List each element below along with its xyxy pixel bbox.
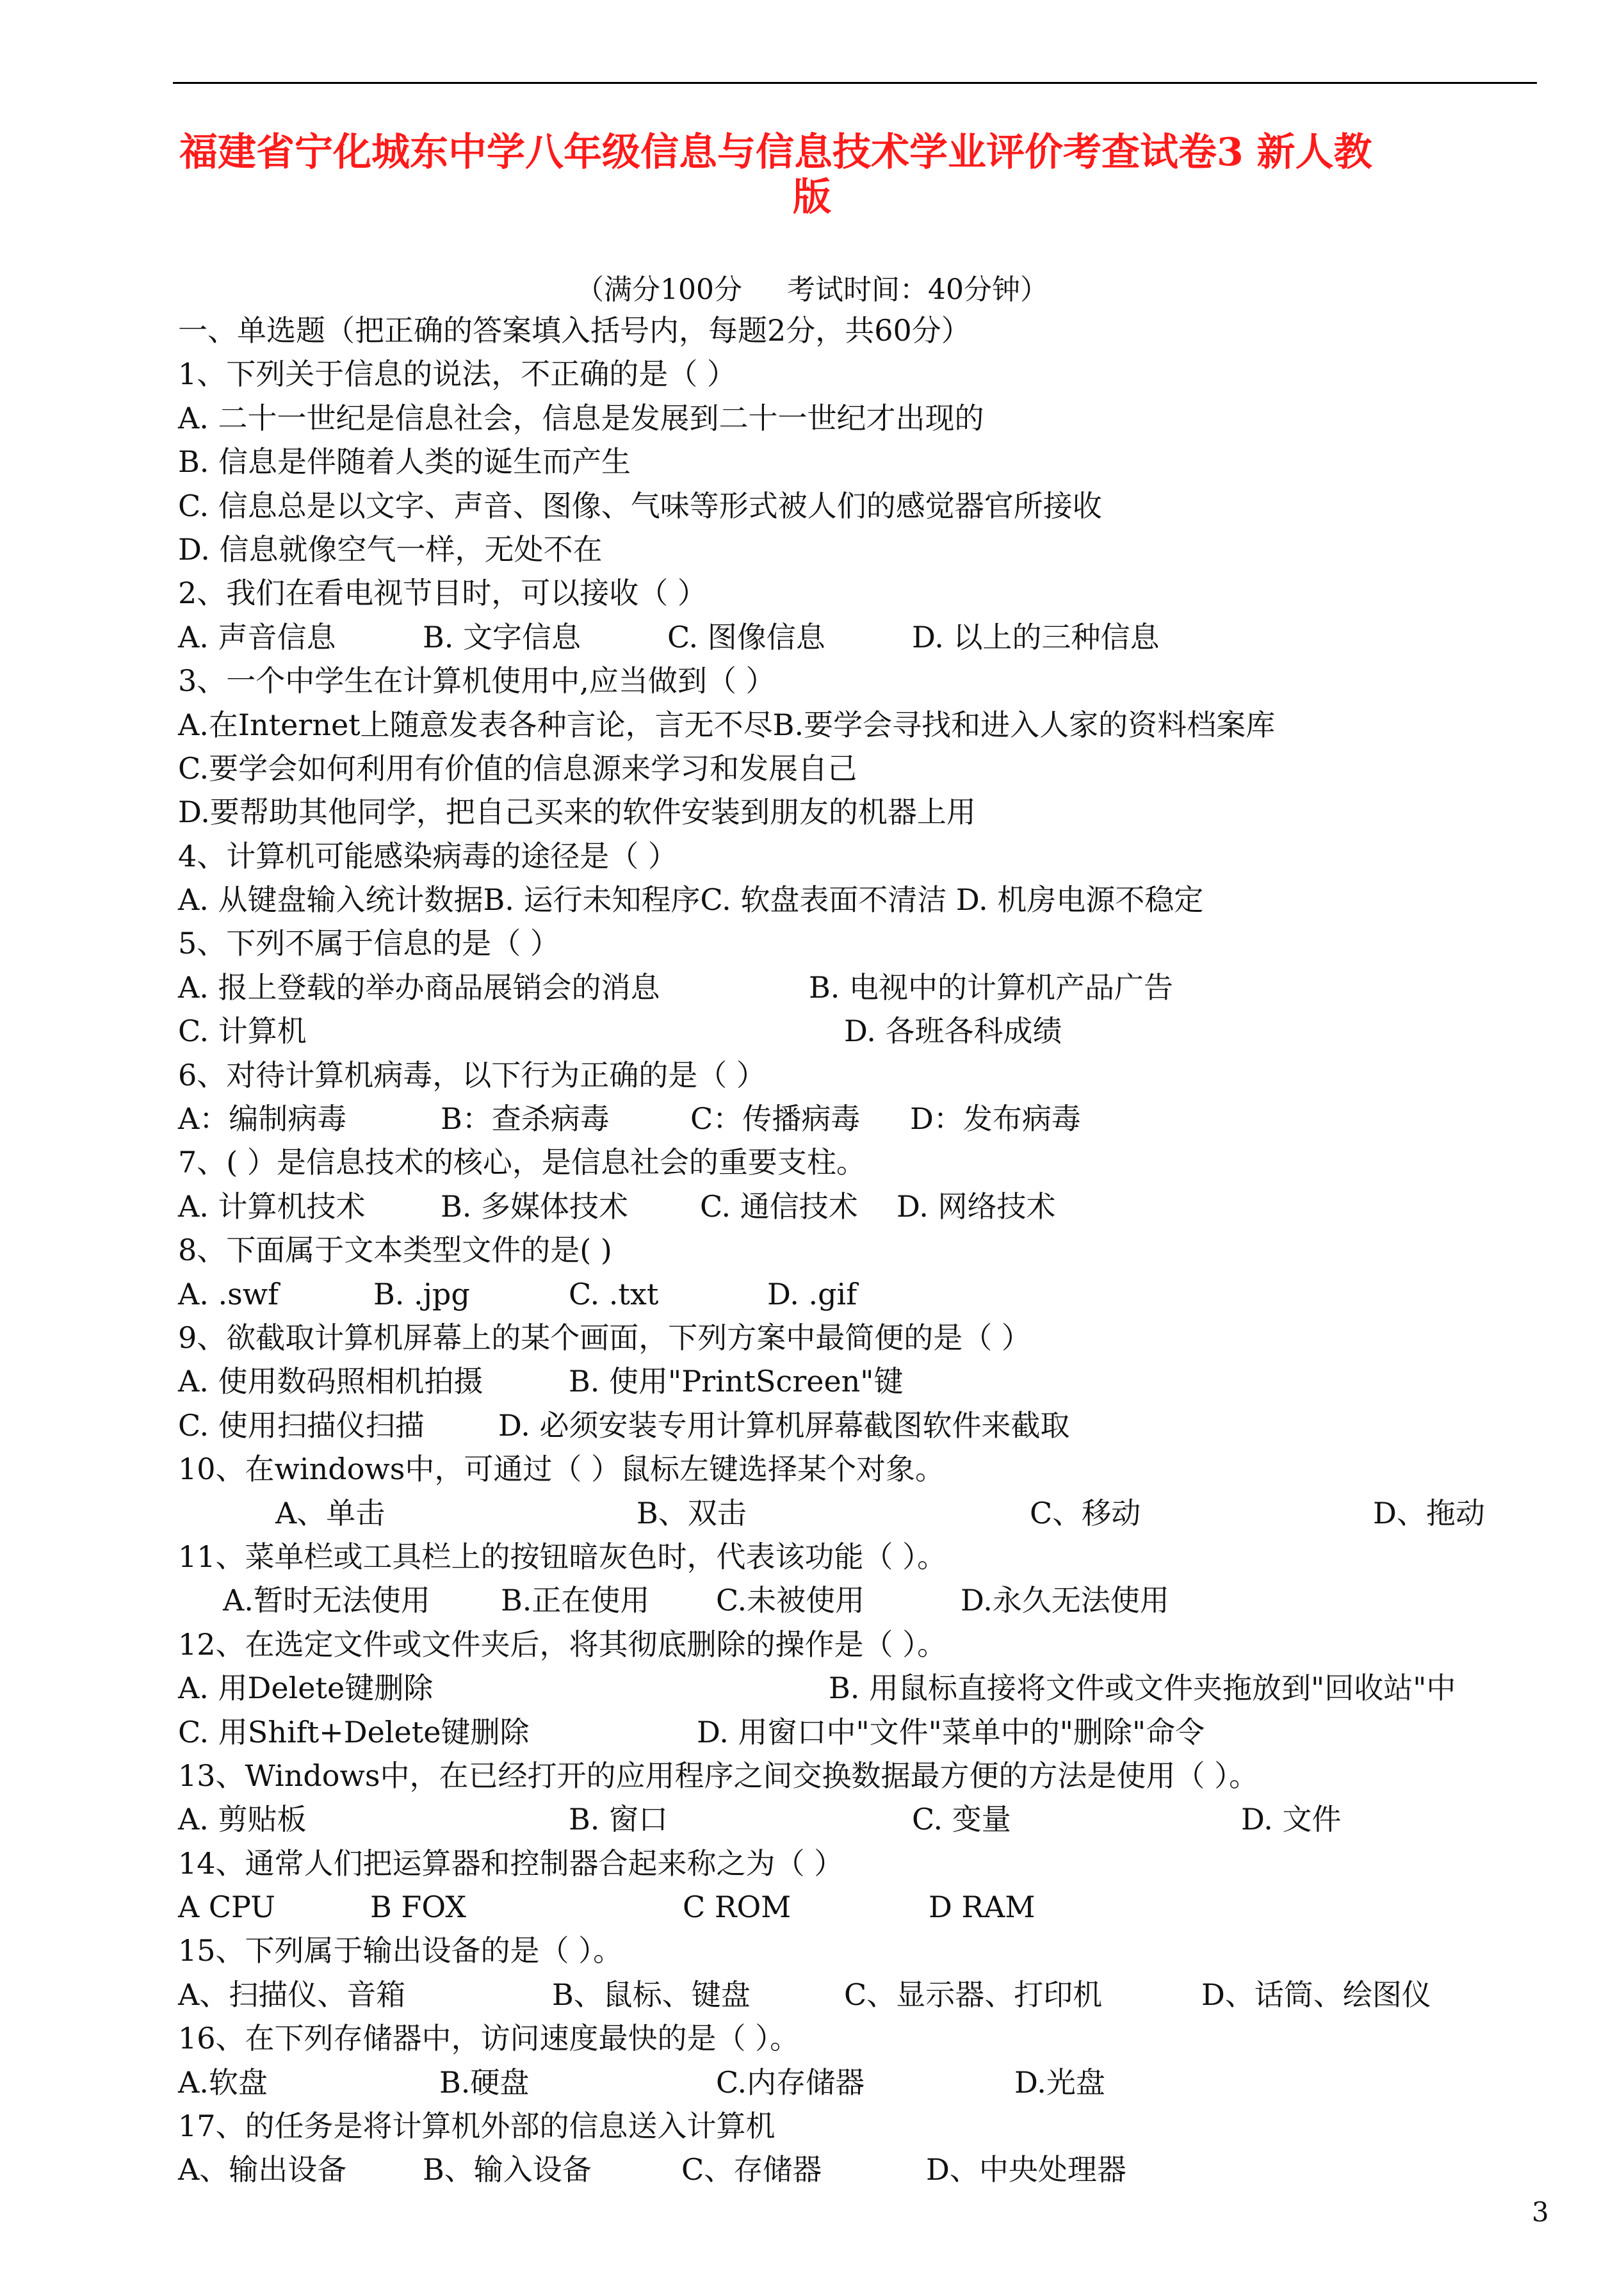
- exam-title-line-2: 版: [793, 175, 831, 220]
- line-text: 15、下列属于输出设备的是（ ）。: [178, 1933, 623, 1968]
- option-text: C. 用Shift+Delete键删除: [178, 1714, 530, 1749]
- text-line: [178, 1491, 1555, 1535]
- text-line: [178, 2148, 1555, 2191]
- option-text: C. 使用扫描仪扫描: [178, 1407, 425, 1443]
- question-list: [178, 309, 1555, 2192]
- option-text: C. 通信技术: [700, 1188, 858, 1224]
- text-line: [178, 396, 1555, 440]
- text-line: [178, 440, 1555, 483]
- option-text: C. 变量: [912, 1802, 1011, 1837]
- line-text: 3、一个中学生在计算机使用中,应当做到（ ）: [178, 663, 775, 699]
- text-line: [178, 1666, 1555, 1710]
- option-text: D.光盘: [1014, 2064, 1105, 2100]
- text-line: [178, 1578, 1555, 1622]
- exam-subtitle: （满分100分 考试时间：40分钟）: [576, 273, 1048, 306]
- line-text: 13、Windows中，在已经打开的应用程序之间交换数据最方便的方法是使用（ ）。: [178, 1758, 1259, 1793]
- option-text: D、中央处理器: [926, 2152, 1126, 2187]
- option-text: D. 各班各科成绩: [844, 1014, 1062, 1049]
- option-text: C. .txt: [569, 1276, 659, 1311]
- text-line: [178, 309, 1555, 352]
- line-text: 17、的任务是将计算机外部的信息送入计算机: [178, 2109, 775, 2144]
- text-line: [178, 921, 1555, 965]
- page-number: 3: [1532, 2196, 1549, 2228]
- option-text: C.内存储器: [716, 2064, 865, 2100]
- option-text: C、移动: [1030, 1495, 1141, 1530]
- option-text: A. 计算机技术: [178, 1188, 366, 1224]
- option-text: B：查杀病毒: [441, 1101, 610, 1137]
- option-text: D. 必须安装专用计算机屏幕截图软件来截取: [498, 1407, 1070, 1443]
- option-text: D、话筒、绘图仪: [1201, 1977, 1431, 2012]
- text-line: [178, 484, 1555, 528]
- line-text: 16、在下列存储器中，访问速度最快的是（ ）。: [178, 2021, 800, 2056]
- text-line: [178, 615, 1555, 659]
- option-text: C、显示器、打印机: [844, 1977, 1103, 2012]
- line-text: 12、在选定文件或文件夹后，将其彻底删除的操作是（ ）。: [178, 1626, 947, 1662]
- option-text: B. 多媒体技术: [441, 1188, 629, 1224]
- option-text: B. 窗口: [569, 1802, 669, 1837]
- option-text: B FOX: [370, 1890, 466, 1925]
- option-text: B.正在使用: [501, 1583, 650, 1618]
- option-text: D.永久无法使用: [961, 1583, 1169, 1618]
- option-text: A. 用Delete键删除: [178, 1671, 434, 1706]
- text-line: [178, 1535, 1555, 1578]
- option-text: C：传播病毒: [690, 1101, 861, 1137]
- line-text: D. 信息就像空气一样，无处不在: [178, 531, 603, 567]
- text-line: [178, 1097, 1555, 1140]
- option-text: A、单击: [275, 1495, 386, 1530]
- text-line: [178, 1710, 1555, 1754]
- option-text: B. .jpg: [373, 1276, 470, 1311]
- text-line: [178, 834, 1555, 878]
- text-line: [178, 1404, 1555, 1447]
- option-text: A. 使用数码照相机拍摄: [178, 1364, 483, 1399]
- option-text: A：编制病毒: [178, 1101, 347, 1137]
- text-line: [178, 1447, 1555, 1491]
- line-text: 7、( ）是信息技术的核心，是信息社会的重要支柱。: [178, 1145, 866, 1180]
- option-text: C. 图像信息: [667, 619, 825, 654]
- text-line: [178, 352, 1555, 396]
- option-text: A、输出设备: [178, 2152, 347, 2187]
- option-text: D、拖动: [1373, 1495, 1485, 1530]
- option-text: B. 文字信息: [423, 619, 581, 654]
- option-text: B、双击: [637, 1495, 747, 1530]
- text-line: [178, 1359, 1555, 1403]
- line-text: 4、计算机可能感染病毒的途径是（ ）: [178, 838, 678, 873]
- line-text: A. 从键盘输入统计数据B. 运行未知程序C. 软盘表面不清洁 D. 机房电源不稳定: [178, 882, 1204, 918]
- option-text: D. 文件: [1241, 1802, 1342, 1837]
- line-text: 9、欲截取计算机屏幕上的某个画面，下列方案中最简便的是（ ）: [178, 1320, 1031, 1355]
- line-text: 11、菜单栏或工具栏上的按钮暗灰色时，代表该功能（ ）。: [178, 1539, 947, 1574]
- option-text: C.未被使用: [716, 1583, 865, 1618]
- text-line: [178, 1272, 1555, 1316]
- option-text: A、扫描仪、音箱: [178, 1977, 406, 2012]
- line-text: 2、我们在看电视节目时，可以接收（ ）: [178, 576, 707, 611]
- line-text: 10、在windows中，可通过（ ）鼠标左键选择某个对象。: [178, 1452, 945, 1487]
- option-text: B. 用鼠标直接将文件或文件夹拖放到"回收站"中: [829, 1671, 1456, 1706]
- option-text: D. .gif: [767, 1276, 857, 1311]
- option-text: A. .swf: [178, 1276, 279, 1311]
- option-text: C、存储器: [681, 2152, 822, 2187]
- option-text: B、鼠标、键盘: [552, 1977, 751, 2012]
- text-line: [178, 1973, 1555, 2016]
- text-line: [178, 703, 1555, 747]
- text-line: [178, 1885, 1555, 1929]
- option-text: C ROM: [683, 1890, 792, 1925]
- option-text: A CPU: [178, 1890, 275, 1925]
- text-line: [178, 528, 1555, 571]
- option-text: A. 剪贴板: [178, 1802, 307, 1837]
- line-text: D.要帮助其他同学，把自己买来的软件安装到朋友的机器上用: [178, 795, 976, 830]
- line-text: 5、下列不属于信息的是（ ）: [178, 926, 560, 961]
- line-text: B. 信息是伴随着人类的诞生而产生: [178, 444, 631, 480]
- text-line: [178, 2104, 1555, 2148]
- option-text: B.硬盘: [439, 2064, 530, 2100]
- option-text: A. 声音信息: [178, 619, 336, 654]
- option-text: D RAM: [929, 1890, 1035, 1925]
- line-text: A. 二十一世纪是信息社会，信息是发展到二十一世纪才出现的: [178, 400, 984, 435]
- line-text: 14、通常人们把运算器和控制器合起来称之为（ ）: [178, 1845, 844, 1881]
- header-rule: [173, 82, 1537, 84]
- text-line: [178, 1009, 1555, 1053]
- line-text: C. 信息总是以文字、声音、图像、气味等形式被人们的感觉器官所接收: [178, 488, 1102, 523]
- option-text: A.暂时无法使用: [223, 1583, 430, 1618]
- text-line: [178, 2016, 1555, 2060]
- option-text: B. 使用"PrintScreen"键: [569, 1364, 904, 1399]
- text-line: [178, 747, 1555, 790]
- line-text: 8、下面属于文本类型文件的是( ): [178, 1233, 612, 1268]
- line-text: 1、下列关于信息的说法，不正确的是（ ）: [178, 357, 736, 392]
- line-text: 一、单选题（把正确的答案填入括号内，每题2分，共60分）: [178, 313, 971, 348]
- exam-title-line-1: 福建省宁化城东中学八年级信息与信息技术学业评价考查试卷3 新人教: [179, 130, 1372, 175]
- option-text: D. 网络技术: [897, 1188, 1056, 1224]
- line-text: C.要学会如何利用有价值的信息源来学习和发展自己: [178, 750, 857, 786]
- option-text: A.软盘: [178, 2064, 268, 2100]
- option-text: A. 报上登载的举办商品展销会的消息: [178, 969, 660, 1005]
- text-line: [178, 1140, 1555, 1184]
- text-line: [178, 878, 1555, 921]
- text-line: [178, 966, 1555, 1009]
- text-line: [178, 1316, 1555, 1359]
- text-line: [178, 2061, 1555, 2104]
- option-text: B、输入设备: [423, 2152, 592, 2187]
- option-text: B. 电视中的计算机产品广告: [809, 969, 1174, 1005]
- text-line: [178, 1185, 1555, 1228]
- option-text: D. 以上的三种信息: [912, 619, 1160, 654]
- text-line: [178, 1228, 1555, 1272]
- text-line: [178, 1623, 1555, 1666]
- option-text: C. 计算机: [178, 1014, 307, 1049]
- text-line: [178, 1797, 1555, 1841]
- text-line: [178, 790, 1555, 834]
- text-line: [178, 571, 1555, 615]
- text-line: [178, 1053, 1555, 1097]
- option-text: D：发布病毒: [910, 1101, 1081, 1137]
- text-line: [178, 1929, 1555, 1972]
- text-line: [178, 1754, 1555, 1797]
- text-line: [178, 1842, 1555, 1885]
- line-text: 6、对待计算机病毒，以下行为正确的是（ ）: [178, 1057, 766, 1092]
- option-text: D. 用窗口中"文件"菜单中的"删除"命令: [697, 1714, 1205, 1749]
- text-line: [178, 659, 1555, 702]
- line-text: A.在Internet上随意发表各种言论，言无不尽B.要学会寻找和进入人家的资料档案库: [178, 707, 1276, 742]
